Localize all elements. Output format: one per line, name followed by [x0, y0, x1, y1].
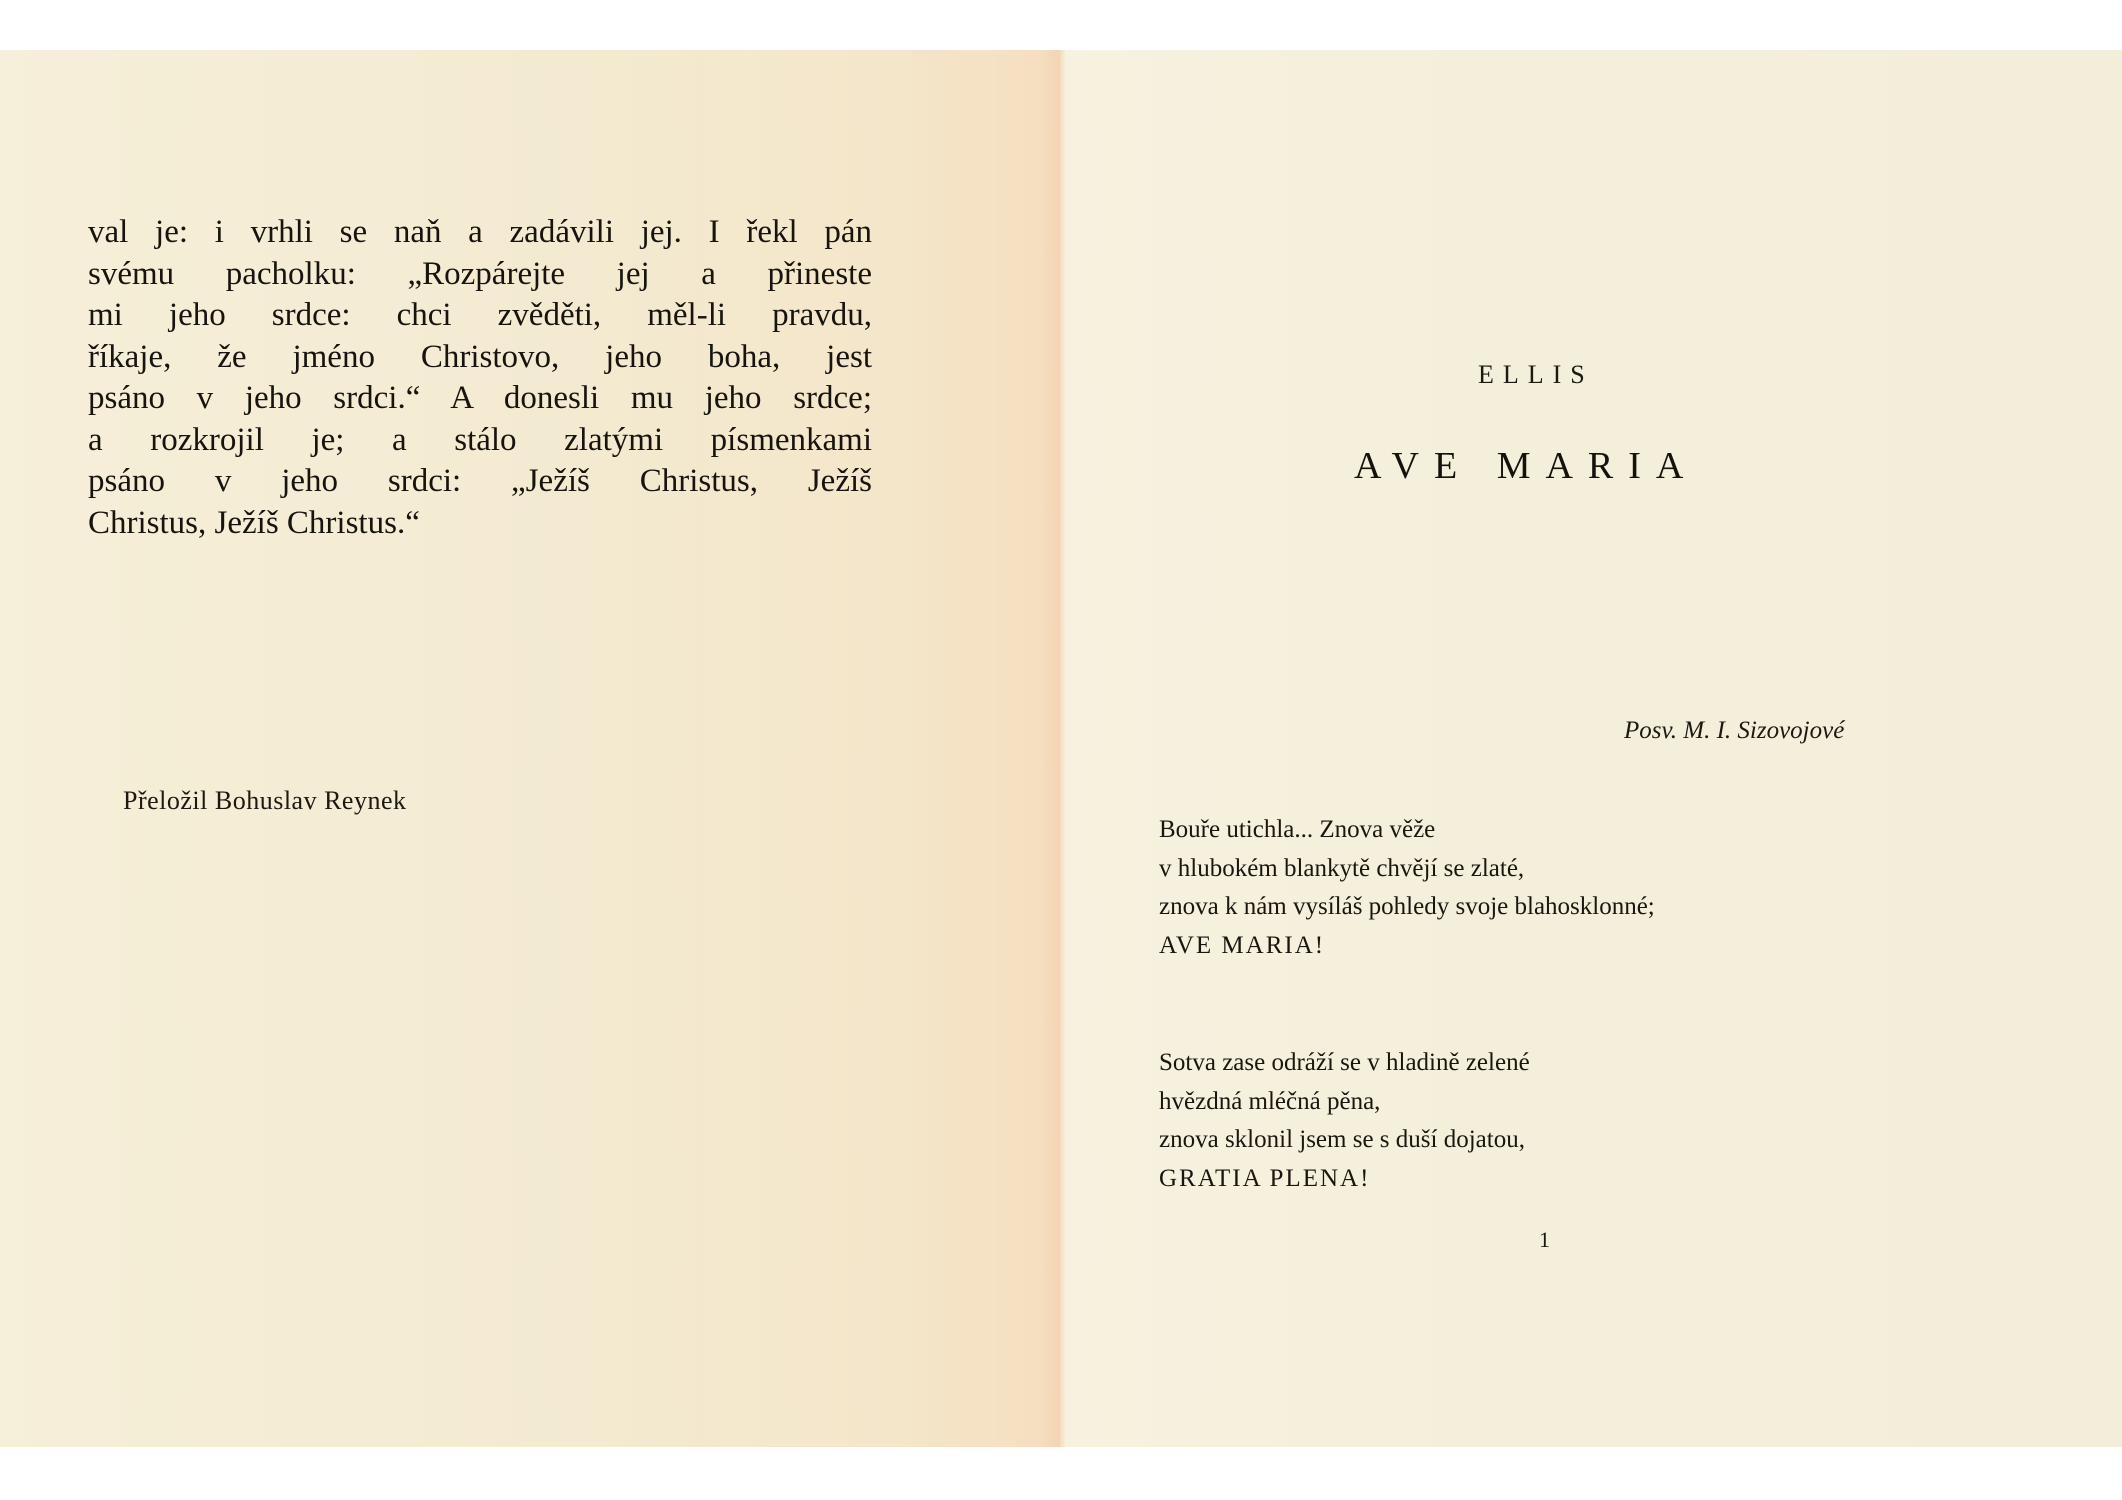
prose-line: val je: i vrhli se naň a zadávili jej. I řekl pán	[88, 214, 872, 250]
refrain-line: GRATIA PLENA!	[1159, 1164, 1371, 1192]
verse-line: Sotva zase odráží se v hladině zelené	[1159, 1049, 1530, 1076]
prose-line: svému pacholku: „Rozpárejte jej a přineste	[88, 255, 872, 292]
prose-line: psáno v jeho srdci: „Ježíš Christus, Ježíš	[88, 463, 872, 499]
verse-line: Bouře utichla... Znova věže	[1159, 816, 1436, 843]
book-spread	[0, 50, 2122, 1447]
gutter-shadow	[1040, 50, 1066, 1447]
poem-title: AVE MARIA	[1354, 445, 1699, 487]
stanza-1	[1159, 811, 1919, 965]
prose-line: Christus, Ježíš Christus.“	[88, 504, 420, 541]
prose-line: psáno v jeho srdci.“ A donesli mu jeho srdce;	[88, 380, 872, 416]
left-page	[0, 50, 1060, 1447]
verse-line: hvězdná mléčná pěna,	[1159, 1087, 1381, 1115]
prose-line: říkaje, že jméno Christovo, jeho boha, jest	[88, 338, 872, 375]
verse-line: znova sklonil jsem se s duší dojatou,	[1159, 1126, 1525, 1153]
stanza-2	[1159, 1044, 1919, 1198]
prose-line: a rozkrojil je; a stálo zlatými písmenkami	[88, 421, 872, 458]
right-page	[1060, 50, 2122, 1447]
refrain-line: AVE MARIA!	[1159, 931, 1326, 959]
verse-line: znova k nám vysíláš pohledy svoje blahosklonné;	[1159, 893, 1655, 920]
page-number: 1	[1539, 1227, 1550, 1252]
dedication: Posv. M. I. Sizovojové	[1624, 717, 1845, 744]
prose-paragraph	[88, 212, 872, 544]
author-name: ELLIS	[1478, 360, 1594, 389]
verse-line: v hlubokém blankytě chvějí se zlaté,	[1159, 854, 1525, 882]
translator-credit: Přeložil Bohuslav Reynek	[123, 786, 407, 815]
prose-line: mi jeho srdce: chci zvěděti, měl-li pravdu,	[88, 297, 872, 333]
